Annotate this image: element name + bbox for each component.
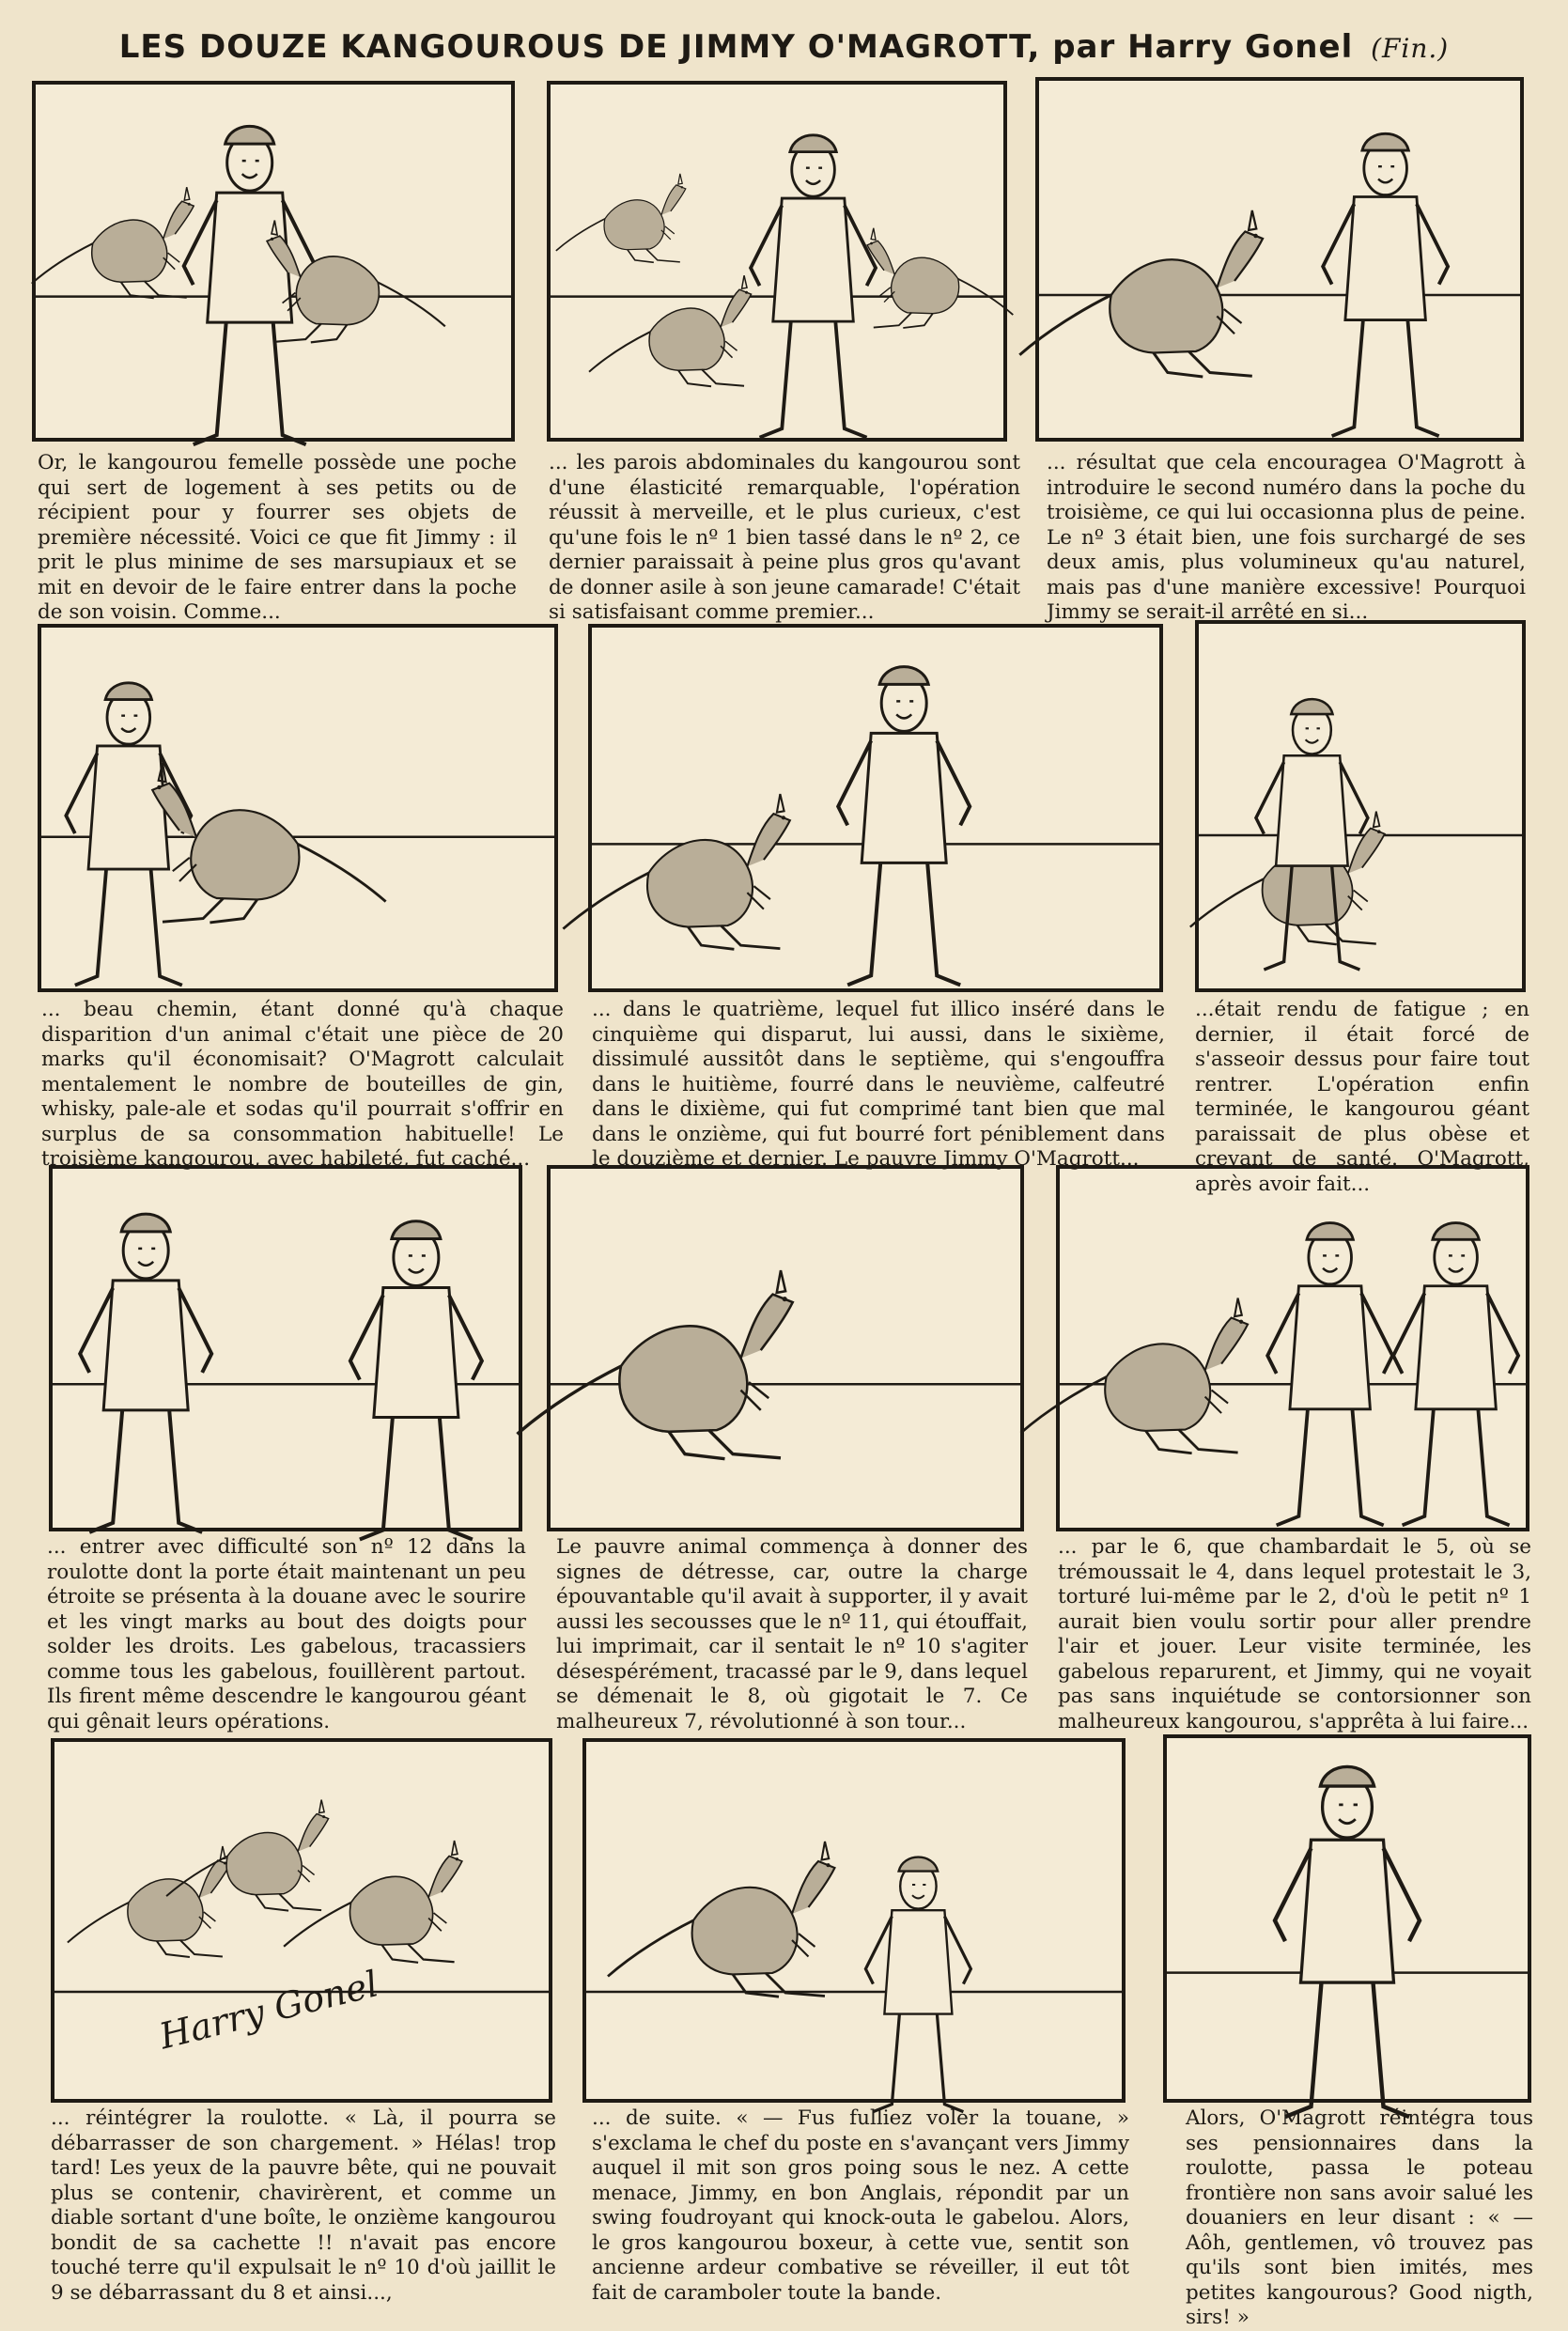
p10-illustration xyxy=(54,1742,549,2099)
man-drawing xyxy=(1275,1766,1420,2117)
caption-7 xyxy=(47,1535,526,1731)
man-drawing xyxy=(80,1214,211,1532)
man-drawing xyxy=(66,683,191,986)
p12-illustration xyxy=(1167,1738,1528,2099)
man-drawing xyxy=(865,1857,970,2112)
p3-illustration xyxy=(1039,81,1520,438)
kangaroo-drawing xyxy=(284,1841,462,1963)
caption-11 xyxy=(592,2106,1129,2304)
caption-6 xyxy=(1195,998,1529,1196)
comic-panel-1 xyxy=(32,81,515,442)
kangaroo-drawing xyxy=(152,763,385,923)
caption-5 xyxy=(592,998,1165,1171)
man-drawing xyxy=(1323,133,1448,436)
comic-panel-6 xyxy=(1195,620,1526,992)
man-drawing xyxy=(1267,1223,1392,1526)
kangaroo-drawing xyxy=(589,275,752,386)
p11-illustration xyxy=(586,1742,1122,2099)
caption-6-text: ...était rendu de fatigue ; en dernier, il était forcé de s'asseoir dessus pour faire tout rentrer. L'opération enfin terminée, le kangourou géant paraissait de plus obèse et crevant de santé. O'Magrott, après avoir fait... xyxy=(1195,998,1529,1196)
kangaroo-drawing xyxy=(563,794,790,949)
p7-illustration xyxy=(53,1169,519,1528)
comic-panel-7 xyxy=(49,1165,522,1531)
comic-panel-8 xyxy=(547,1165,1024,1531)
comic-panel-4 xyxy=(38,624,558,992)
p5-illustration xyxy=(592,628,1159,988)
page-title xyxy=(0,28,1568,66)
comic-panel-11 xyxy=(582,1738,1126,2103)
title-text: LES DOUZE KANGOUROUS DE JIMMY O'MAGROTT, par Harry Gonel xyxy=(118,28,1354,66)
kangaroo-drawing xyxy=(556,174,686,262)
kangaroo-drawing xyxy=(32,187,194,298)
man-drawing xyxy=(751,135,876,438)
kangaroo-drawing xyxy=(267,221,445,343)
caption-3-text: ... résultat que cela encouragea O'Magrott à introduire le second numéro dans la poche du troisième, ce qui lui occasionna plus de peine. Le nº 3 était bien, une fois surchargé de ses deux amis, plus volumineux qu'au naturel, mais pas d'une manière excessive! Pourquoi Jimmy se serait-il arrêté en si... xyxy=(1047,451,1526,624)
p8-illustration xyxy=(551,1169,1020,1528)
comic-panel-2 xyxy=(547,81,1007,442)
man-drawing xyxy=(350,1221,482,1540)
caption-10 xyxy=(51,2106,556,2304)
kangaroo-drawing xyxy=(68,1846,230,1957)
caption-12 xyxy=(1186,2106,1533,2329)
caption-10-text: ... réintégrer la roulotte. « Là, il pourra se débarrasser de son chargement. » Hélas! trop tard! Les yeux de la pauvre bête, qui ne pouvait plus se contenir, chavirèrent, et comme un diable sortant d'une boîte, le onzième kangourou bondit de sa cachette !! n'avait pas encore touché terre qu'il expulsait le nº 10 d'où jaillit le 9 se débarrassant du 8 et ainsi..., xyxy=(51,2106,556,2305)
caption-4 xyxy=(41,998,564,1171)
kangaroo-drawing xyxy=(1019,210,1263,377)
comic-panel-10 xyxy=(51,1738,552,2103)
comic-panel-9 xyxy=(1056,1165,1529,1531)
kangaroo-drawing xyxy=(518,1270,793,1459)
p2-illustration xyxy=(551,85,1003,438)
caption-12-text: Alors, O'Magrott réintégra tous ses pensionnaires dans la roulotte, passa le poteau frontière non sans avoir salué les douaniers en leur disant : « — Aôh, gentlemen, vô trouvez pas qu'ils sont bien imités, mes petites kangourous? Good nigth, sirs! » xyxy=(1186,2106,1533,2329)
artist-signature: Harry Gonel xyxy=(155,1963,382,2058)
p9-illustration xyxy=(1060,1169,1526,1528)
man-drawing xyxy=(1393,1223,1518,1526)
p1-illustration xyxy=(36,85,511,438)
comic-panel-12 xyxy=(1163,1734,1531,2103)
comic-panel-5 xyxy=(588,624,1163,992)
kangaroo-drawing xyxy=(867,228,1013,328)
kangaroo-drawing xyxy=(608,1841,835,1997)
caption-1 xyxy=(38,451,517,624)
man-drawing xyxy=(184,126,316,444)
caption-8 xyxy=(556,1535,1028,1731)
caption-11-text: ... de suite. « — Fus fulliez voler la touane, » s'exclama le chef du poste en s'avançant vers Jimmy auquel il mit son gros poing sous le nez. A cette menace, Jimmy, en bon Anglais, répondit par un swing foudroyant qui knock-outa le gabelou. Alors, le gros kangourou boxeur, à cette vue, sentit son ancienne ardeur combative se réveiller, il eut tôt fait de caramboler toute la bande. xyxy=(592,2106,1129,2305)
p4-illustration xyxy=(41,628,554,988)
p6-illustration xyxy=(1199,624,1522,988)
caption-2-text: ... les parois abdominales du kangourou sont d'une élasticité remarquable, l'opération réussit à merveille, et le plus curieux, c'est qu'une fois le nº 1 bien tassé dans le nº 2, ce dernier paraissait à peine plus gros qu'avant de donner asile à son jeune camarade! C'était si satisfaisant comme premier... xyxy=(549,451,1020,624)
caption-3 xyxy=(1047,451,1526,624)
caption-8-text: Le pauvre animal commença à donner des signes de détresse, car, outre la charge épouvantable qu'il avait à supporter, il y avait aussi les secousses que le nº 11, qui étouffait, lui imprimait, car il sentait le nº 10 s'agiter désespérément, tracassé par le 9, dans lequel se démenait le 8, où gigotait le 7. Ce malheureux 7, révolutionné à son tour... xyxy=(556,1535,1028,1733)
man-drawing xyxy=(838,667,970,986)
title-fin: (Fin.) xyxy=(1371,33,1450,64)
comic-panel-3 xyxy=(1035,77,1524,442)
caption-5-text: ... dans le quatrième, lequel fut illico inséré dans le cinquième qui disparut, lui aussi, dans le sixième, dissimulé aussitôt dans le septième, qui s'engouffra dans le huitième, fourré dans le neuvième, calfeutré dans le dixième, qui fut comprimé tant bien que mal dans le onzième, qui fut bourré fort péniblement dans le douzième et dernier. Le pauvre Jimmy O'Magrott... xyxy=(592,998,1165,1171)
caption-4-text: ... beau chemin, étant donné qu'à chaque disparition d'un animal c'était une pièce de 20 marks qu'il économisait? O'Magrott calculait mentalement le nombre de bouteilles de gin, whisky, pale-ale et sodas qu'il pourrait s'offrir en surplus de sa consommation habituelle! Le troisième kangourou, avec habileté, fut caché... xyxy=(41,998,564,1171)
caption-9-text: ... par le 6, que chambardait le 5, où se trémoussait le 4, dans lequel protestait le 3, torturé lui-même par le 2, d'où le petit nº 1 aurait bien voulu sortir pour aller prendre l'air et jouer. Leur visite terminée, les gabelous reparurent, et Jimmy, qui ne voyait pas sans inquiétude se contorsionner son malheureux kangourou, s'apprêta à lui faire... xyxy=(1058,1535,1531,1733)
caption-1-text: Or, le kangourou femelle possède une poche qui sert de logement à ses petits ou de récipient pour y fourrer ses objets de première nécessité. Voici ce que fit Jimmy : il prit le plus minime de ses marsupiaux et se mit en devoir de le faire entrer dans la poche de son voisin. Comme... xyxy=(38,451,517,624)
caption-2 xyxy=(549,451,1020,624)
caption-9 xyxy=(1058,1535,1531,1731)
kangaroo-drawing xyxy=(1021,1298,1249,1453)
caption-7-text: ... entrer avec difficulté son nº 12 dans la roulotte dont la porte était maintenant un peu étroite se présenta à la douane avec le sourire et les vingt marks au bout des doigts pour solder les droits. Les gabelous, tracassiers comme tous les gabelous, fouillèrent partout. Ils firent même descendre le kangourou géant qui gênait leurs opérations. xyxy=(47,1535,526,1733)
